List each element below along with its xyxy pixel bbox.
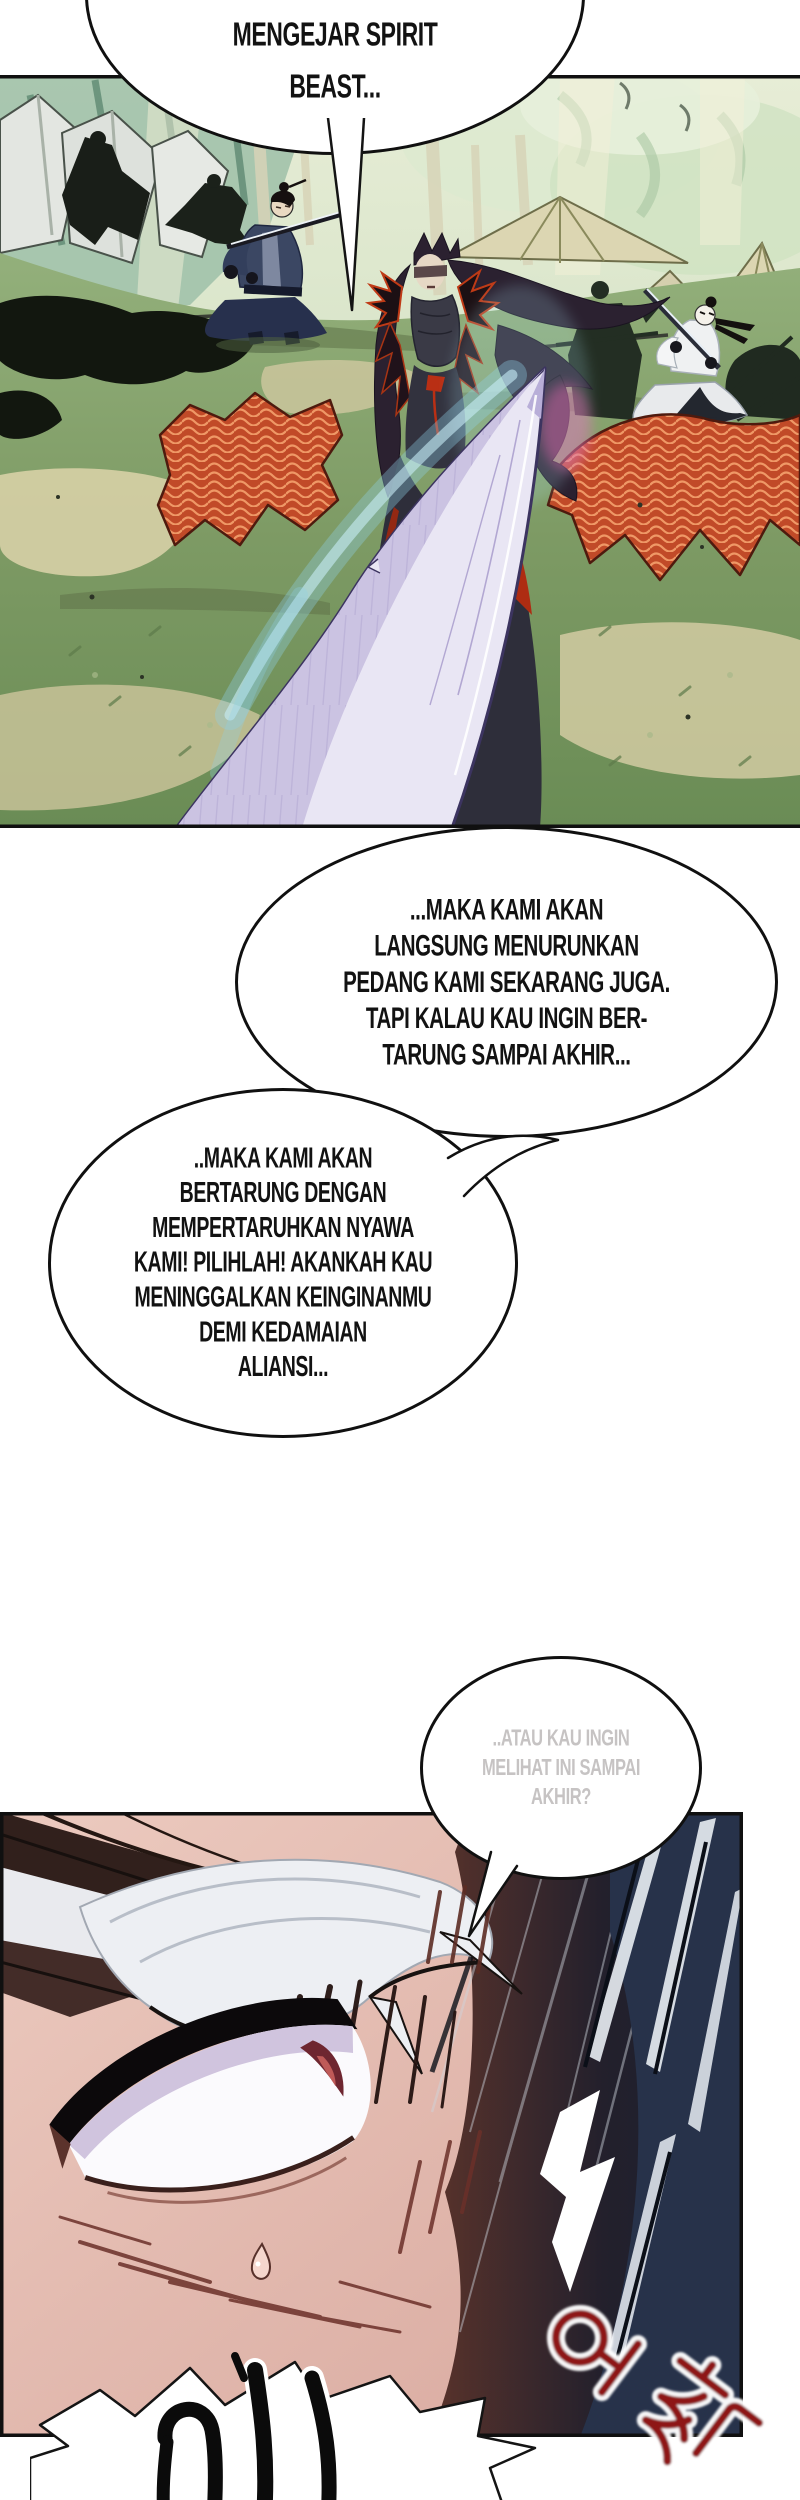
speech-tail-ultimatum xyxy=(440,1118,570,1204)
sfx-shiver-casing xyxy=(533,2277,770,2491)
sfx-shiver xyxy=(460,2230,800,2500)
speech-bubble-top-text: MENGEJAR SPIRIT BEAST... xyxy=(232,15,438,105)
speech-tail-whisper xyxy=(455,1848,545,1948)
speech-bubble-whisper-text: ..ATAU KAU INGIN MELIHAT INI SAMPAI AKHIR? xyxy=(481,1725,641,1810)
battlefield-art xyxy=(0,75,800,828)
panel-battlefield xyxy=(0,75,800,828)
speech-bubble-whisper xyxy=(420,1656,702,1880)
pink-glow xyxy=(540,383,592,471)
speech-bubble-threat-text: ...MAKA KAMI AKAN LANGSUNG MENURUNKAN PEDANG KAMI SEKARANG JUGA. TAPI KALAU KAU INGIN BER- TARUNG SAMPAI AKHIR... xyxy=(343,892,670,1072)
speech-bubble-ultimatum-text: ..MAKA KAMI AKAN BERTARUNG DENGAN MEMPERTARUHKAN NYAWA KAMI! PILIHLAH! AKANKAH KAU MENINGGALKAN KEINGINANMU DEMI KEDAMAIAN ALIANSI... xyxy=(133,1142,433,1384)
speech-tail-top xyxy=(318,118,382,318)
panel-border-bottom xyxy=(0,825,800,829)
